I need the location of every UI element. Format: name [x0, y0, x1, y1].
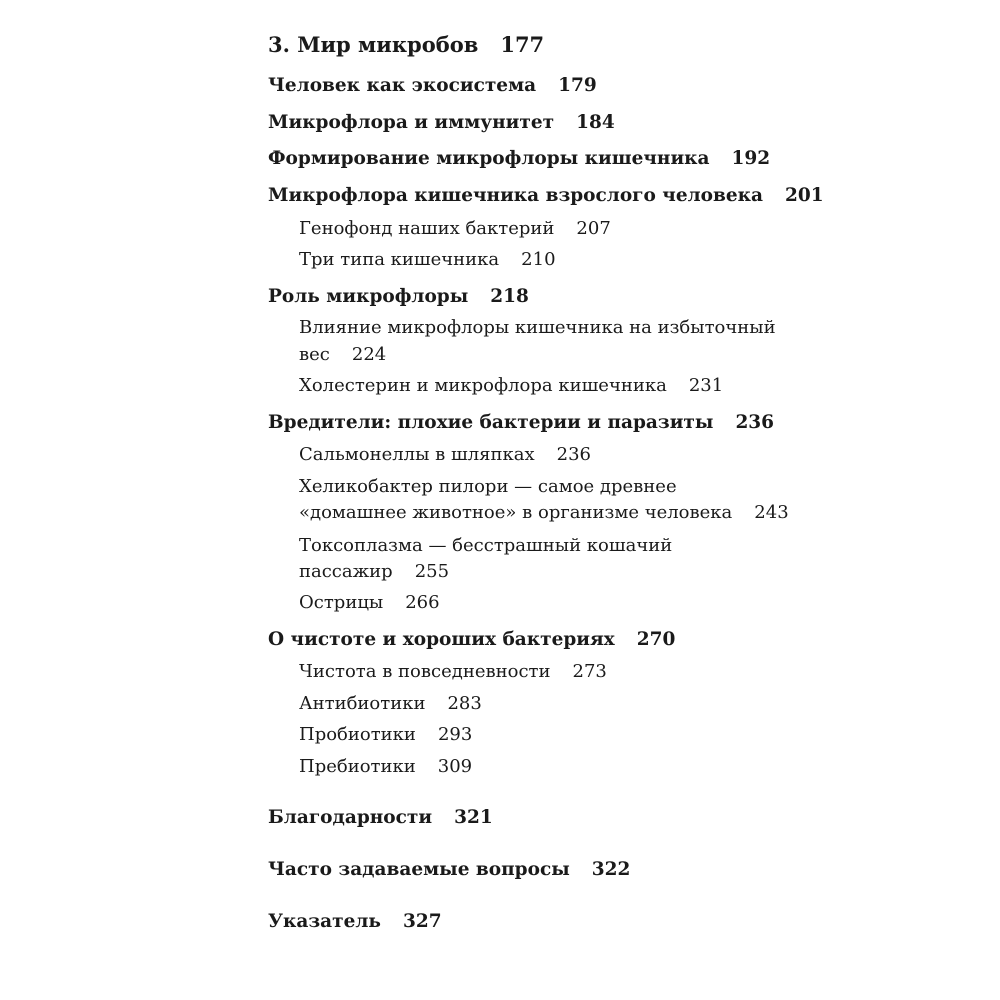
toc-page-number: 210 — [521, 249, 556, 270]
toc-subsection-title: Острицы — [299, 592, 384, 613]
toc-subsection — [299, 249, 556, 270]
toc-page-number: 327 — [403, 911, 442, 932]
toc-section-title: О чистоте и хороших бактериях — [268, 629, 615, 650]
toc-section-title: Формирование микрофлоры кишечника — [268, 148, 710, 169]
toc-subsection-continuation — [299, 344, 386, 365]
toc-section — [268, 148, 770, 169]
toc-subsection-title: «домашнее животное» в организме человека — [299, 502, 733, 523]
toc-section — [268, 911, 442, 932]
toc-chapter-title: 3. Мир микробов — [268, 32, 479, 57]
toc-page-number: 236 — [735, 412, 775, 433]
toc-section — [268, 185, 824, 206]
toc-page-number: 184 — [576, 112, 615, 133]
toc-section-title: Вредители: плохие бактерии и паразиты — [268, 412, 714, 433]
toc-section — [268, 412, 774, 433]
toc-page-number: 309 — [437, 756, 473, 777]
toc-section — [268, 859, 630, 880]
toc-subsection-title: Антибиотики — [299, 693, 426, 714]
toc-section-title: Часто задаваемые вопросы — [268, 859, 570, 880]
toc-subsection-title: Три типа кишечника — [299, 249, 500, 270]
toc-subsection-title: Хеликобактер пилори — самое древнее — [299, 476, 677, 497]
toc-page-number: 192 — [731, 148, 771, 169]
toc-subsection — [299, 535, 672, 556]
toc-section-title: Микрофлора и иммунитет — [268, 112, 555, 133]
toc-subsection — [299, 724, 472, 745]
toc-subsection — [299, 661, 607, 682]
toc-section-title: Человек как экосистема — [268, 75, 537, 96]
toc-subsection — [299, 693, 482, 714]
toc-page-number: 321 — [454, 807, 493, 828]
toc-subsection-title: Генофонд наших бактерий — [299, 218, 555, 239]
toc-chapter — [268, 32, 544, 57]
toc-page-number: 293 — [437, 724, 473, 745]
toc-subsection-title: Влияние микрофлоры кишечника на избыточный — [299, 317, 776, 338]
toc-page-number: 207 — [576, 218, 611, 239]
toc-subsection-title: пассажир — [299, 561, 393, 582]
toc-section-title: Указатель — [268, 911, 381, 932]
toc-subsection-title: вес — [299, 344, 330, 365]
toc-page-number: 266 — [405, 592, 440, 613]
toc-section — [268, 629, 675, 650]
toc-section — [268, 112, 615, 133]
toc-page-number: 231 — [688, 375, 724, 396]
toc-subsection-title: Токсоплазма — бесстрашный кошачий — [299, 535, 673, 556]
toc-page-number: 218 — [490, 286, 529, 307]
toc-subsection-title: Сальмонеллы в шляпках — [299, 444, 535, 465]
toc-subsection — [299, 756, 472, 777]
toc-page-number: 177 — [500, 32, 545, 57]
toc-page-number: 236 — [556, 444, 592, 465]
toc-subsection-title: Холестерин и микрофлора кишечника — [299, 375, 667, 396]
toc-subsection — [299, 444, 591, 465]
toc-page-number: 283 — [447, 693, 482, 714]
toc-section-title: Микрофлора кишечника взрослого человека — [268, 185, 763, 206]
toc-page-number: 255 — [414, 561, 450, 582]
toc-page-number: 201 — [784, 185, 824, 206]
toc-section-title: Роль микрофлоры — [268, 286, 469, 307]
toc-section-title: Благодарности — [268, 807, 433, 828]
toc-subsection — [299, 592, 440, 613]
toc-subsection — [299, 317, 776, 338]
toc-page-number: 270 — [636, 629, 676, 650]
toc-subsection-title: Пробиотики — [299, 724, 416, 745]
toc-section — [268, 75, 597, 96]
toc-subsection — [299, 476, 677, 497]
toc-subsection-title: Пребиотики — [299, 756, 416, 777]
toc-subsection — [299, 218, 611, 239]
toc-subsection — [299, 375, 723, 396]
toc-page-number: 273 — [572, 661, 607, 682]
toc-page-number: 179 — [558, 75, 597, 96]
toc-page-number: 224 — [351, 344, 387, 365]
toc-page-number: 322 — [591, 859, 631, 880]
toc-subsection-continuation — [299, 502, 789, 523]
toc-section — [268, 286, 529, 307]
toc-subsection-continuation — [299, 561, 449, 582]
toc-subsection-title: Чистота в повседневности — [299, 661, 551, 682]
toc-section — [268, 807, 493, 828]
toc-page-number: 243 — [754, 502, 789, 523]
